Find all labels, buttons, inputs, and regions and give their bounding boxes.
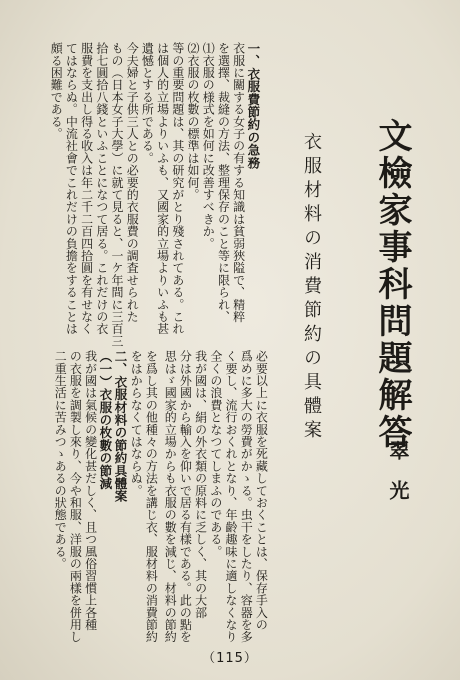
text-line: の衣服を調製し來り、今や和服、洋服の兩樣を併用し [68, 350, 83, 643]
text-line: 分は外國から輸入を仰いで居る有樣である。此の點を [178, 350, 193, 643]
text-line: 思はゞ國家的立場からも衣服の數を減じ、材料の節約 [163, 350, 178, 643]
text-line: 必要以上に衣服を死藏しておくことは、保存手入の [254, 350, 269, 631]
text-line: 我が國は氣候の變化甚だしく、且つ風俗習慣上各種 [83, 350, 98, 631]
text-line: 我が國は、絹の外衣類の原料に乏しく、其の大部 [193, 350, 208, 619]
text-line: ⑵衣服の枚數の標準は如何。 [186, 42, 201, 201]
author-name: 翠 光 [386, 440, 410, 500]
subsection-heading: （一）衣服の枚數の節減 [97, 350, 113, 490]
text-line: 今夫婦と子供三人との必要的衣服費の調査せられた [125, 42, 140, 323]
text-line: 頗る困難である。 [49, 42, 64, 140]
lower-left-text-block [52, 350, 159, 643]
text-line: 等の重要問題は、其の研究がとり殘されてある。これ [170, 42, 185, 335]
text-line: をはからなくてはならぬ。 [129, 350, 144, 497]
text-line: 遺憾とする所である。 [140, 42, 155, 164]
text-line: 爲めに多大の勞費がかゝる。虫干をしたり、容器を多 [239, 350, 254, 643]
text-line: ⑴衣服の様式を如何に改善すべきか。 [201, 42, 216, 250]
text-line: 服費を支出し得る收入は年二千二百四拾圓を有せなく [79, 42, 94, 335]
text-line: を爲し其の他種々の方法を講じ衣、服材料の消費節約 [144, 350, 159, 643]
text-line: 全くの浪費となつてしまふのである。 [208, 350, 223, 558]
page-number: （115） [202, 651, 258, 666]
section-heading: 二、衣服材料の節約具體案 [113, 350, 129, 503]
text-line: を選擇、裁縫の方法、整理保存のこと等に限られ、 [216, 42, 231, 323]
text-line: 衣服に關する女子の有する知識は貧弱狹隘で、精粹 [231, 42, 246, 323]
upper-text-block [48, 42, 261, 347]
article-subtitle: 衣服材料の消費節約の具體案 [301, 132, 322, 444]
text-line: もの（日本女子大學）に就て見ると、一ケ年間に三百三 [110, 42, 125, 347]
text-line: てはならぬ。中流社會でこれだけの負擔をすることは [64, 42, 79, 335]
text-line: 拾七圓拾八錢といふことになつて居る。これだけの衣 [94, 42, 109, 335]
lower-right-text-block [162, 350, 269, 643]
section-heading: 一、衣服費節約の急務 [245, 42, 261, 169]
article-title: 文檢家事科問題解答 [372, 118, 412, 451]
text-line: は個人的立場よりいふも、又國家的立場よりいふも甚 [155, 42, 170, 335]
text-line: く要し、流行おくれとなり、年齡趣味に適しなくなり [224, 350, 239, 643]
text-line: 二重生活に苦みつゝあるの狀態である。 [53, 350, 68, 570]
